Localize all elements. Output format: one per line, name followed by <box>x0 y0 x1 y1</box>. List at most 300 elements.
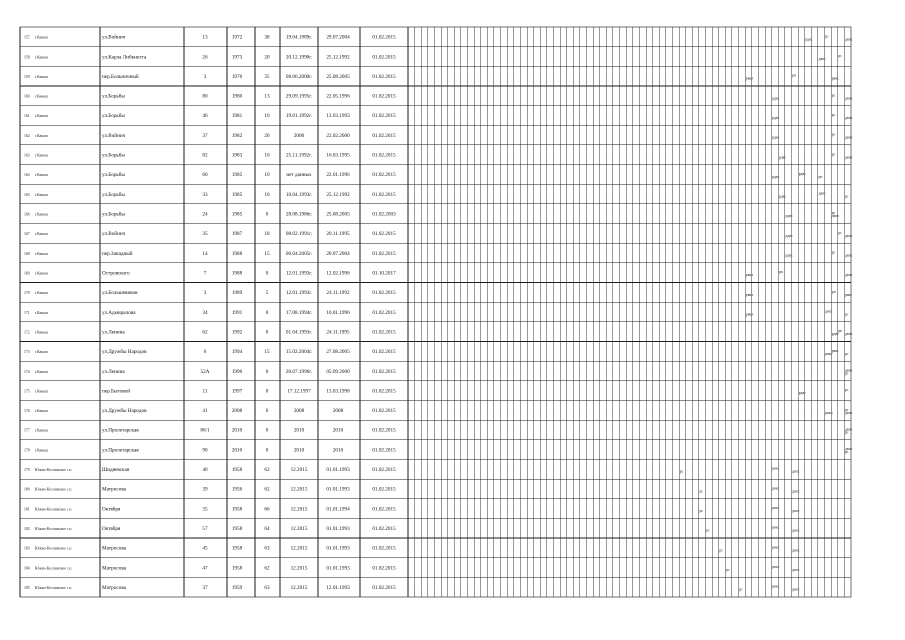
cell-date-1: 12.2015 <box>290 506 308 513</box>
checklist-mark: рвкс <box>772 466 780 471</box>
checklist-mark: двпс <box>844 233 853 238</box>
checklist-mark: рс <box>739 587 743 592</box>
cell-street: ул.Пролетарская <box>102 447 139 454</box>
checklist-mark: рдвс <box>778 194 787 199</box>
cell-wear-percent: 62 <box>264 467 270 474</box>
cell-settlement: г.Канаш <box>35 251 48 256</box>
cell-date-1: 12.01.1993г. <box>285 270 313 277</box>
checklist-mark: рвкл <box>745 312 754 317</box>
checklist-mark: рвкл <box>745 292 754 297</box>
checklist-mark: рс <box>844 430 849 435</box>
cell-house-number: 35 <box>202 231 208 238</box>
cell-date-2: 12.01.1993 <box>326 584 350 591</box>
cell-build-year: 1958 <box>231 506 243 513</box>
cell-street: Матросова <box>102 584 127 591</box>
checklist-mark: двпс <box>818 191 826 196</box>
checklist-mark: двпс <box>844 155 853 160</box>
checklist-mark: рдвс <box>798 391 806 396</box>
checklist-mark: рс <box>699 509 704 514</box>
cell-row-number: 177 <box>24 428 30 433</box>
cell-date-3: 01.02.2015 <box>372 349 396 356</box>
cell-date-2: 27.08.2005 <box>326 349 350 356</box>
cell-street: ул.Борьбы <box>102 152 125 159</box>
cell-row-number: 161 <box>24 114 30 119</box>
cell-date-2: 2010 <box>332 447 344 454</box>
checklist-mark: рвкс <box>772 525 780 530</box>
cell-street: ул.Войнич <box>102 34 126 41</box>
cell-street: ул.Большевиков <box>102 290 138 297</box>
checklist-mark: рс <box>844 312 849 317</box>
cell-wear-percent: 0 <box>265 368 269 375</box>
cell-date-3: 01.02.2015 <box>372 408 396 415</box>
cell-street: Матросова <box>102 565 127 572</box>
cell-row-number: 179 <box>24 468 30 473</box>
cell-settlement: г.Канаш <box>35 192 48 197</box>
cell-settlement: г.Канаш <box>35 114 48 119</box>
cell-row-number: 175 <box>24 389 30 394</box>
checklist-mark: рп <box>838 329 843 334</box>
checklist-mark: рп <box>818 174 823 179</box>
cell-street: Октября <box>102 526 121 533</box>
checklist-mark: рс <box>844 351 849 356</box>
cell-house-number: 37 <box>202 132 208 139</box>
checklist-mark: рс <box>838 53 842 58</box>
cell-house-number: 37 <box>202 584 208 591</box>
cell-settlement: Южно-Коспинское с.п. <box>35 566 73 571</box>
checklist-mark: рп <box>831 289 836 294</box>
checklist-mark: рдвс <box>778 155 787 160</box>
cell-row-number: 168 <box>24 251 30 256</box>
checklist-mark: рс <box>706 528 710 533</box>
cell-house-number: 34 <box>202 309 208 316</box>
cell-house-number: 35 <box>202 506 208 513</box>
cell-date-2: 25.12.1992 <box>326 54 350 61</box>
cell-settlement: г.Канаш <box>35 74 48 79</box>
cell-date-2: 13.03.1998 <box>326 388 350 395</box>
cell-settlement: г.Канаш <box>35 369 48 374</box>
cell-build-year: 1972 <box>231 34 243 41</box>
cell-build-year: 2010 <box>231 427 243 434</box>
cell-build-year: 1958 <box>231 526 243 533</box>
checklist-mark: рвкл <box>745 76 754 81</box>
cell-date-3: 01.02.2015 <box>372 467 396 474</box>
checklist-mark: рс <box>699 489 704 494</box>
cell-build-year: 1958 <box>231 467 243 474</box>
cell-street: пер.Бытовой <box>102 388 131 395</box>
checklist-mark: двпс <box>844 447 853 452</box>
cell-date-1: 2010 <box>293 447 305 454</box>
cell-row-number: 174 <box>24 369 30 374</box>
cell-date-1: 19.04.1989г. <box>285 34 313 41</box>
cell-date-3: 01.02.2015 <box>372 191 396 198</box>
cell-date-2: 16.03.1995 <box>326 152 350 159</box>
cell-house-number: 41 <box>202 408 208 415</box>
checklist-mark: двпс <box>792 489 800 494</box>
cell-date-1: 12.2015 <box>290 584 308 591</box>
cell-date-1: 28.08.1986г. <box>285 211 313 218</box>
cell-settlement: Южно-Коспинское с.п. <box>35 507 73 512</box>
cell-build-year: 1956 <box>231 486 243 493</box>
cell-wear-percent: 10 <box>264 191 270 198</box>
cell-settlement: г.Канаш <box>35 35 48 40</box>
checklist-mark: двпс <box>844 96 853 101</box>
checklist-mark: рвкс <box>772 506 780 511</box>
cell-date-1: 10.04.1993г. <box>285 191 313 198</box>
cell-house-number: 24 <box>202 211 208 218</box>
cell-house-number: 47 <box>202 565 208 572</box>
checklist-mark: рдвс <box>798 171 806 176</box>
checklist-mark: двпс <box>792 587 800 592</box>
cell-row-number: 185 <box>24 585 30 590</box>
cell-street: ул.Пролетарская <box>102 427 139 434</box>
cell-date-3: 01.02.2015 <box>372 132 396 139</box>
checklist-mark: двпс <box>844 410 853 415</box>
cell-date-1: нет данных <box>286 172 312 179</box>
checklist-mark: рвкс <box>831 348 839 353</box>
cell-wear-percent: 13 <box>264 93 270 100</box>
cell-house-number: 52А <box>200 368 210 375</box>
cell-date-3: 01.02.2015 <box>372 309 396 316</box>
cell-build-year: 1982 <box>231 132 243 139</box>
cell-date-1: 12.2015 <box>290 486 308 493</box>
cell-date-2: 10.01.1996 <box>326 309 350 316</box>
checklist-mark: двпс <box>844 427 853 432</box>
checklist-mark: рвкс <box>772 584 780 589</box>
cell-date-2: 01.01.1994 <box>326 506 350 513</box>
checklist-mark: двпс <box>844 37 853 42</box>
cell-date-2: 01.01.1993 <box>326 565 350 572</box>
cell-date-1: 2010 <box>293 427 305 434</box>
cell-date-2: 01.01.1993 <box>326 526 350 533</box>
cell-street: пер.Западный <box>102 250 133 257</box>
cell-date-2: 24.11.1995 <box>326 329 350 336</box>
cell-street: ул.Борьбы <box>102 211 125 218</box>
checklist-mark: двпс <box>844 273 853 278</box>
cell-settlement: г.Канаш <box>35 409 48 414</box>
checklist-mark: двпс <box>844 115 853 120</box>
cell-date-1: 25.11.1992г. <box>286 152 312 159</box>
cell-date-2: 12.02.1996 <box>326 270 350 277</box>
cell-date-1: 01.04.1993г. <box>285 329 313 336</box>
cell-build-year: 1987 <box>231 231 243 238</box>
checklist-mark: рс <box>831 152 836 157</box>
cell-row-number: 172 <box>24 330 30 335</box>
cell-wear-percent: 15 <box>264 349 270 356</box>
cell-row-number: 169 <box>24 271 30 276</box>
cell-date-1: 2000 <box>293 132 305 139</box>
cell-date-2: 20.11.1995 <box>326 231 350 238</box>
cell-wear-percent: 63 <box>264 584 270 591</box>
cell-house-number: 90 <box>202 447 208 454</box>
cell-settlement: г.Канаш <box>35 428 48 433</box>
cell-date-1: 06.04.2005г. <box>285 250 313 257</box>
cell-date-2: 22.05.1996 <box>326 93 350 100</box>
cell-date-3: 01.02.2015 <box>372 73 396 80</box>
cell-date-1: 17.08.1994г. <box>285 309 313 316</box>
cell-house-number: 39 <box>202 486 208 493</box>
cell-settlement: г.Канаш <box>35 94 48 99</box>
cell-date-3: 01.02.2015 <box>372 526 396 533</box>
cell-settlement: г.Канаш <box>35 133 48 138</box>
cell-wear-percent: 66 <box>264 506 270 513</box>
cell-settlement: Южно-Коспинское с.п. <box>35 468 73 473</box>
cell-row-number: 181 <box>24 507 30 512</box>
cell-settlement: Южно-Коспинское с.п. <box>35 487 73 492</box>
cell-row-number: 170 <box>24 291 30 296</box>
checklist-mark: рвкс <box>772 565 780 570</box>
checklist-mark: рс <box>844 371 849 376</box>
cell-street: ул.Борьбы <box>102 93 125 100</box>
cell-house-number: 26 <box>202 54 208 61</box>
checklist-mark: двпс <box>825 309 833 314</box>
cell-build-year: 1991 <box>231 309 243 316</box>
checklist-mark: двпс <box>844 332 853 337</box>
checklist-mark: рс <box>825 34 829 39</box>
cell-row-number: 173 <box>24 350 30 355</box>
cell-date-1: 20.07.1996г. <box>285 368 313 375</box>
checklist-mark: рс <box>831 112 836 117</box>
cell-date-1: 08.06.2000г. <box>285 73 313 80</box>
cell-settlement: Южно-Коспинское с.п. <box>35 527 73 532</box>
cell-wear-percent: 64 <box>264 526 270 533</box>
cell-street: Матросова <box>102 486 127 493</box>
checklist-mark: рс <box>831 132 836 137</box>
cell-build-year: 1981 <box>231 113 243 120</box>
cell-wear-percent: 0 <box>265 447 269 454</box>
checklist-mark: рвкс <box>772 486 780 491</box>
cell-row-number: 157 <box>24 35 30 40</box>
cell-build-year: 2010 <box>231 447 243 454</box>
cell-date-3: 01.02.2015 <box>372 565 396 572</box>
cell-row-number: 162 <box>24 133 30 138</box>
checklist-mark: рп <box>792 73 797 78</box>
checklist-mark: двпс <box>792 509 800 514</box>
checklist-mark: двпс <box>831 214 840 219</box>
checklist-mark: рс <box>844 194 849 199</box>
cell-date-1: 08.02.1991г. <box>285 231 313 238</box>
cell-date-1: 2008 <box>293 408 305 415</box>
cell-house-number: 6 <box>203 349 207 356</box>
cell-settlement: г.Канаш <box>35 350 48 355</box>
checklist-mark: двпс <box>792 528 800 533</box>
cell-wear-percent: 10 <box>264 113 270 120</box>
cell-build-year: 1997 <box>231 388 243 395</box>
checklist-mark: двпс <box>792 568 800 573</box>
cell-settlement: Южно-Коспинское с.п. <box>35 585 73 590</box>
cell-wear-percent: 10 <box>264 172 270 179</box>
cell-date-3: 01.02.2015 <box>372 447 396 454</box>
checklist-mark: двпс <box>792 469 800 474</box>
cell-house-number: 62 <box>202 329 208 336</box>
cell-settlement: г.Канаш <box>35 212 48 217</box>
checklist-mark: рс <box>725 568 730 573</box>
cell-street: Островского <box>102 270 130 277</box>
cell-build-year: 1958 <box>231 545 243 552</box>
cell-house-number: 11 <box>202 388 208 395</box>
cell-street: ул.Борьбы <box>102 113 125 120</box>
cell-street: ул.Адмиралова <box>102 309 136 316</box>
cell-row-number: 182 <box>24 527 30 532</box>
cell-house-number: 14 <box>202 250 208 257</box>
cell-row-number: 164 <box>24 173 30 178</box>
cell-build-year: 1989 <box>231 290 243 297</box>
cell-street: Октября <box>102 506 121 513</box>
cell-settlement: г.Канаш <box>35 330 48 335</box>
cell-date-2: 13.03.1993 <box>326 113 350 120</box>
cell-date-3: 01.02.2015 <box>372 93 396 100</box>
checklist-mark: рдвс <box>805 37 813 42</box>
cell-wear-percent: 0 <box>265 309 269 316</box>
checklist-mark: рс <box>844 388 849 393</box>
cell-build-year: 1996 <box>231 368 243 375</box>
cell-row-number: 166 <box>24 212 30 217</box>
cell-row-number: 159 <box>24 74 30 79</box>
cell-date-1: 15.02.2004г. <box>285 349 313 356</box>
checklist-mark: рдвс <box>785 253 793 258</box>
cell-wear-percent: 5 <box>265 290 269 297</box>
cell-house-number: 80 <box>202 93 208 100</box>
cell-wear-percent: 0 <box>265 388 269 395</box>
cell-street: ул.Дружбы Народов <box>102 408 147 415</box>
cell-date-1: 12.2015 <box>290 565 308 572</box>
cell-row-number: 165 <box>24 192 30 197</box>
checklist-mark: двпс <box>844 253 853 258</box>
cell-build-year: 1985 <box>231 172 243 179</box>
cell-date-2: 29.07.2004 <box>326 34 350 41</box>
checklist-mark: рп <box>778 270 783 275</box>
cell-build-year: 1959 <box>231 584 243 591</box>
cell-street: ул.Ленина <box>102 368 125 375</box>
checklist-mark: рвкс <box>831 76 839 81</box>
cell-date-3: 01.02.2015 <box>372 486 396 493</box>
cell-settlement: г.Канаш <box>35 173 48 178</box>
checklist-mark: двпс <box>818 56 826 61</box>
cell-date-1: 20.12.1990г. <box>285 54 313 61</box>
cell-settlement: Южно-Коспинское с.п. <box>35 546 73 551</box>
cell-wear-percent: 6 <box>265 408 269 415</box>
cell-settlement: г.Канаш <box>35 389 48 394</box>
cell-date-2: 2010 <box>332 427 344 434</box>
cell-wear-percent: 63 <box>264 545 270 552</box>
cell-wear-percent: 0 <box>265 211 269 218</box>
cell-street: ул.Дружбы Народов <box>102 349 147 356</box>
cell-row-number: 183 <box>24 546 30 551</box>
checklist-mark: двпс <box>792 548 800 553</box>
checklist-mark: рдвс <box>772 96 780 101</box>
cell-date-2: 25.08.2005 <box>326 73 350 80</box>
cell-house-number: 60 <box>202 172 208 179</box>
checklist-mark: рдвс <box>772 115 780 120</box>
checklist-mark: рдвс <box>772 135 780 140</box>
cell-date-2: 22.01.1996 <box>326 172 350 179</box>
checklist-mark: рвкс <box>772 545 780 550</box>
cell-date-1: 12.2015 <box>290 545 308 552</box>
cell-date-2: 22.02.2000 <box>326 132 350 139</box>
cell-house-number: 13 <box>202 34 208 41</box>
checklist-mark: рдвс <box>831 332 840 337</box>
cell-settlement: г.Канаш <box>35 153 48 158</box>
cell-date-3: 01.02.2015 <box>372 584 396 591</box>
cell-date-1: 12.01.1993г. <box>285 290 313 297</box>
cell-settlement: г.Канаш <box>35 448 48 453</box>
cell-date-1: 17.12.1997 <box>287 388 311 395</box>
cell-wear-percent: 10 <box>264 152 270 159</box>
checklist-mark: рдвс <box>785 233 793 238</box>
cell-date-3: 01.02.2015 <box>372 34 396 41</box>
cell-house-number: 57 <box>202 526 208 533</box>
cell-settlement: г.Канаш <box>35 232 48 237</box>
checklist-mark: двпс <box>844 368 853 373</box>
cell-date-3: 01.02.2015 <box>372 152 396 159</box>
cell-house-number: 7 <box>203 270 207 277</box>
cell-settlement: г.Канаш <box>35 310 48 315</box>
cell-build-year: 1983 <box>231 152 243 159</box>
cell-date-2: 25.12.1992 <box>326 191 350 198</box>
cell-date-2: 25.08.2005 <box>326 211 350 218</box>
cell-house-number: 3 <box>203 73 207 80</box>
cell-house-number: 86/1 <box>200 427 210 434</box>
cell-wear-percent: 38 <box>264 34 270 41</box>
cell-date-2: 24.11.1992 <box>326 290 350 297</box>
checklist-mark: рвкс <box>825 351 833 356</box>
checklist-mark: рс <box>844 450 849 455</box>
cell-date-2: 2008 <box>332 408 344 415</box>
cell-build-year: 1988 <box>231 250 243 257</box>
cell-street: Матросова <box>102 545 127 552</box>
cell-date-3: 01.02.2015 <box>372 545 396 552</box>
cell-house-number: 3 <box>203 290 207 297</box>
cell-wear-percent: 62 <box>264 565 270 572</box>
checklist-mark: рс <box>844 407 849 412</box>
cell-street: ул.Войнич <box>102 231 126 238</box>
cell-date-2: 01.01.1993 <box>326 486 350 493</box>
cell-date-3: 01.02.2015 <box>372 172 396 179</box>
cell-date-2: 01.01.1993 <box>326 545 350 552</box>
cell-date-3: 01.02.2015 <box>372 113 396 120</box>
cell-build-year: 1980 <box>231 93 243 100</box>
cell-date-2: 05.09.2000 <box>326 368 350 375</box>
cell-row-number: 178 <box>24 448 30 453</box>
cell-date-3: 01.02.2015 <box>372 506 396 513</box>
cell-row-number: 176 <box>24 409 30 414</box>
checklist-mark: рс <box>679 469 684 474</box>
cell-wear-percent: 15 <box>264 250 270 257</box>
cell-wear-percent: 0 <box>265 270 269 277</box>
cell-date-3: 01.02.2015 <box>372 427 396 434</box>
cell-build-year: 1994 <box>231 349 243 356</box>
cell-build-year: 1973 <box>231 54 243 61</box>
cell-wear-percent: 0 <box>265 329 269 336</box>
cell-build-year: 1985 <box>231 211 243 218</box>
cell-date-3: 01.02.2003 <box>372 211 396 218</box>
cell-date-2: 01.01.1993 <box>326 467 350 474</box>
cell-wear-percent: 20 <box>264 54 270 61</box>
cell-build-year: 1958 <box>231 565 243 572</box>
cell-build-year: 2008 <box>231 408 243 415</box>
cell-date-1: 12.2015 <box>290 467 308 474</box>
cell-row-number: 163 <box>24 153 30 158</box>
checklist-mark: рдвс <box>785 214 793 219</box>
cell-street: Шидяевская <box>102 467 130 474</box>
checklist-mark: рвкл <box>745 273 754 278</box>
cell-wear-percent: 20 <box>264 132 270 139</box>
checklist-mark: рс <box>831 211 836 216</box>
cell-street: ул.Борьбы <box>102 172 125 179</box>
cell-street: ул.Карла Либкнехта <box>102 54 147 61</box>
cell-date-3: 01.02.2015 <box>372 231 396 238</box>
checklist-mark: рдвс <box>772 174 780 179</box>
cell-date-3: 01.02.2015 <box>372 250 396 257</box>
